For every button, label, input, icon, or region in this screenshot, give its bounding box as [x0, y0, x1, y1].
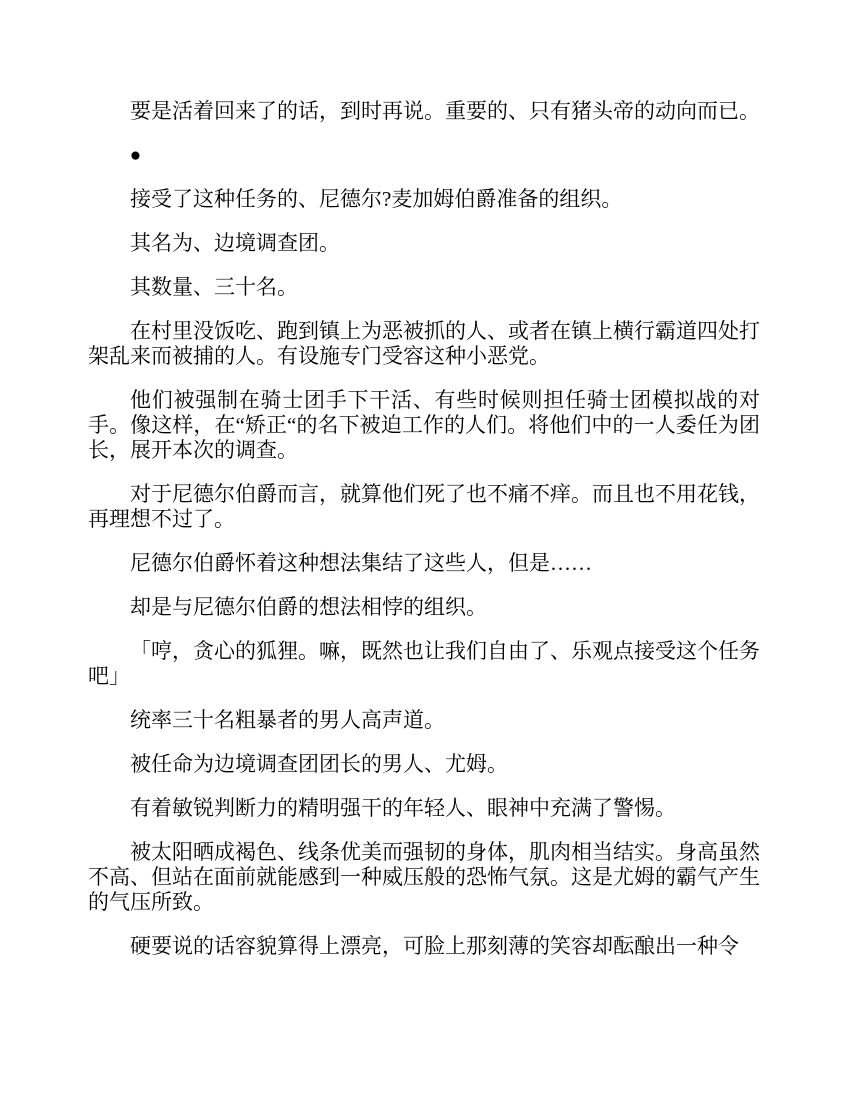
paragraph: 在村里没饭吃、跑到镇上为恶被抓的人、或者在镇上横行霸道四处打架乱来而被捕的人。有设施专门受容这种小恶党。 — [88, 319, 760, 368]
paragraph: 要是活着回来了的话，到时再说。重要的、只有猪头帝的动向而已。 — [130, 99, 760, 123]
paragraph: 被太阳晒成褐色、线条优美而强韧的身体，肌肉相当结实。身高虽然不高、但站在面前就能感到一种威压般的恐怖气氛。这是尤姆的霸气产生的气压所致。 — [88, 840, 760, 914]
paragraph: 被任命为边境调查团团长的男人、尤姆。 — [130, 752, 508, 776]
paragraph: 对于尼德尔伯爵而言，就算他们死了也不痛不痒。而且也不用花钱，再理想不过了。 — [88, 482, 760, 531]
paragraph: 统率三十名粗暴者的男人高声道。 — [130, 708, 445, 732]
paragraph: 尼德尔伯爵怀着这种想法集结了这些人，但是…… — [130, 551, 592, 575]
paragraph: 接受了这种任务的、尼德尔?麦加姆伯爵准备的组织。 — [130, 187, 623, 211]
paragraph: 其数量、三十名。 — [130, 275, 298, 299]
paragraph: 有着敏锐判断力的精明强干的年轻人、眼神中充满了警惕。 — [130, 796, 676, 820]
paragraph-dialogue: 「哼，贪心的狐狸。嘛，既然也让我们自由了、乐观点接受这个任务吧」 — [88, 639, 760, 688]
paragraph: 其名为、边境调查团。 — [130, 231, 340, 255]
paragraph: 却是与尼德尔伯爵的想法相悖的组织。 — [130, 595, 487, 619]
paragraph: 他们被强制在骑士团手下干活、有些时候则担任骑士团模拟战的对手。像这样，在“矫正“的名下被迫工作的人们。将他们中的一人委任为团长，展开本次的调查。 — [88, 388, 760, 462]
section-separator-bullet: ● — [129, 145, 142, 166]
paragraph: 硬要说的话容貌算得上漂亮，可脸上那刻薄的笑容却酝酿出一种令 — [130, 934, 739, 958]
